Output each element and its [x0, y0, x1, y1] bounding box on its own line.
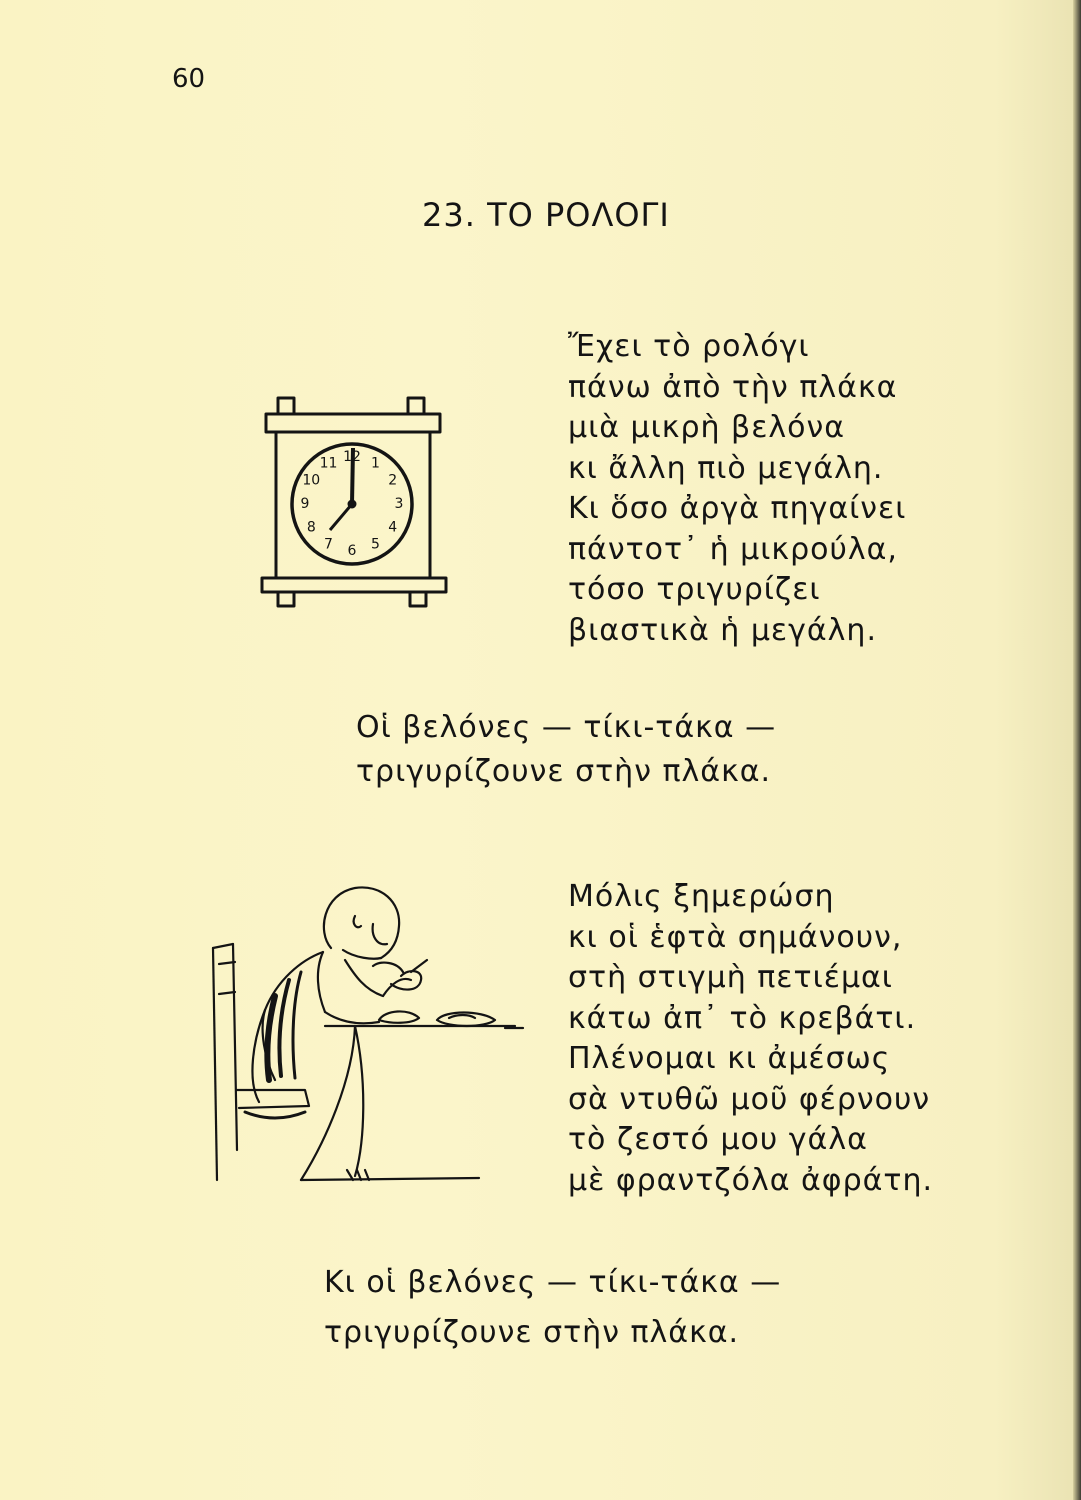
verse-line: Πλένομαι κι ἀμέσως	[568, 1041, 891, 1076]
verse-line: Κι ὅσο ἀργὰ πηγαίνει	[568, 491, 907, 526]
clock-numeral: 5	[371, 536, 380, 553]
verse-line: πάνω ἀπὸ τὴν πλάκα	[568, 369, 898, 405]
clock-numeral: 12	[343, 449, 361, 465]
verse-line: Μόλις ξημερώση	[568, 879, 835, 914]
refrain-1	[356, 706, 776, 794]
verse-line: τόσο τριγυρίζει	[568, 572, 821, 607]
verse-line: βιαστικὰ ἡ μεγάλη.	[568, 612, 877, 648]
clock-numeral: 8	[306, 519, 316, 536]
verse-line: σὰ ντυθῶ μοῦ φέρνουν	[568, 1081, 931, 1117]
verse-line: μὲ φραντζόλα ἀφράτη.	[568, 1162, 933, 1198]
clock-numeral: 3	[394, 496, 404, 512]
refrain-line: τριγυρίζουνε στὴν πλάκα.	[356, 754, 772, 789]
clock-numeral: 6	[347, 543, 357, 559]
clock-illustration	[258, 392, 458, 614]
child-at-table-illustration	[205, 880, 525, 1200]
refrain-line: τριγυρίζουνε στὴν πλάκα.	[324, 1315, 740, 1350]
page-edge	[1073, 0, 1081, 1500]
refrain-line: Οἱ βελόνες — τίκι-τάκα —	[356, 710, 777, 745]
verse-line: μιὰ μικρὴ βελόνα	[568, 410, 846, 445]
verse-line: τὸ ζεστό μου γάλα	[568, 1122, 868, 1157]
verse-line: Ἔχει τὸ ρολόγι	[568, 329, 810, 364]
refrain-2	[324, 1258, 781, 1358]
clock-numeral: 2	[388, 472, 398, 489]
refrain-line: Κι οἱ βελόνες — τίκι-τάκα —	[324, 1265, 782, 1300]
stanza-2	[568, 877, 933, 1201]
verse-line: κάτω ἀπ᾽ τὸ κρεβάτι.	[568, 1000, 917, 1036]
page-title: 23. ΤΟ ΡΟΛΟΓΙ	[422, 196, 670, 234]
page-number: 60	[172, 64, 206, 94]
clock-numeral: 11	[319, 455, 338, 472]
verse-line: κι ἄλλη πιὸ μεγάλη.	[568, 450, 884, 486]
clock-numeral: 1	[371, 455, 380, 472]
verse-line: πάντοτ᾽ ἡ μικρούλα,	[568, 531, 898, 567]
clock-numeral: 10	[302, 472, 321, 489]
clock-numeral: 9	[300, 496, 310, 512]
clock-numeral: 4	[388, 519, 398, 536]
clock-numeral: 7	[324, 536, 333, 553]
verse-line: κι οἱ ἑφτὰ σημάνουν,	[568, 919, 903, 955]
verse-line: στὴ στιγμὴ πετιέμαι	[568, 960, 893, 995]
stanza-1	[568, 327, 906, 651]
